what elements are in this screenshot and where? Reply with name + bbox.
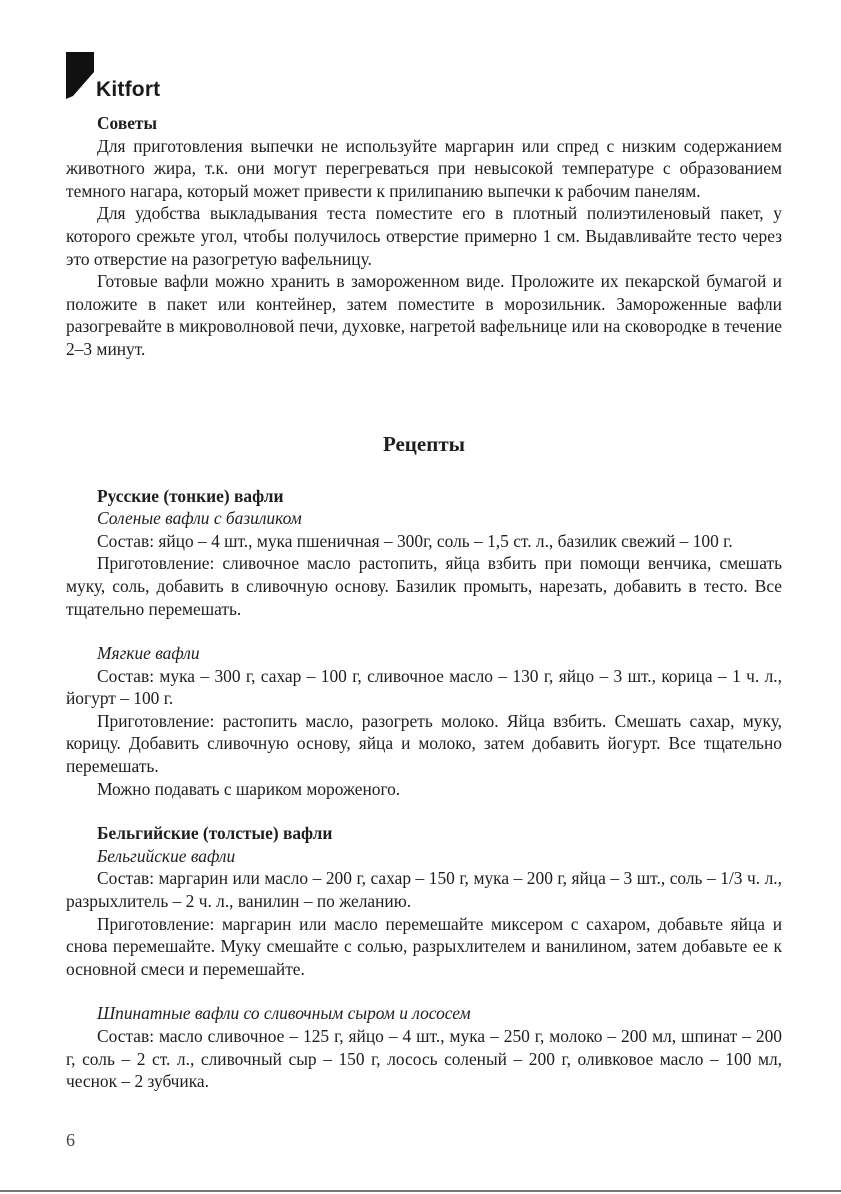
tips-heading: Советы (97, 113, 158, 133)
tips-paragraph-3: Готовые вафли можно хранить в замороженном виде. Проложите их пекарской бумагой и положите в пакет или контейнер, затем поместите в морозильник. Замороженные вафли разогревайте в микроволновой печи, духовке, нагретой вафельнице или на сковородке в течение 2–3 минут. (66, 271, 782, 359)
spinach-waffles-composition: Состав: масло сливочное – 125 г, яйцо – 4 шт., мука – 250 г, молоко – 200 мл, шпинат – 200 г, соль – 2 ст. л., сливочный сыр – 150 г, лосось соленый – 200 г, оливковое масло – 100 мл, чеснок – 2 зубчика. (66, 1026, 782, 1092)
recipes-title: Рецепты (382, 431, 466, 456)
brand-name: Kitfort (96, 78, 161, 101)
russian-waffles-heading: Русские (тонкие) вафли (97, 485, 284, 506)
bottom-rule (0, 1190, 841, 1192)
salted-waffles-preparation: Приготовление: сливочное масло растопить, яйца взбить при помощи венчика, смешать муку, соль, добавить в сливочную основу. Базилик промыть, нарезать, добавить в тесто. Все тщательно перемешать. (66, 553, 782, 619)
salted-waffles-name: Соленые вафли с базиликом (97, 508, 302, 529)
belgian-waffles-heading: Бельгийские (толстые) вафли (97, 823, 333, 844)
brand-logo (66, 52, 176, 102)
soft-waffles-name: Мягкие вафли (97, 643, 200, 664)
belgian-waffles-composition: Состав: маргарин или масло – 200 г, сахар – 150 г, мука – 200 г, яйца – 3 шт., соль – 1/3 ч. л., разрыхлитель – 2 ч. л., ванилин – по желанию. (66, 868, 782, 912)
page-number: 6 (66, 1130, 75, 1150)
soft-waffles-preparation: Приготовление: растопить масло, разогреть молоко. Яйца взбить. Смешать сахар, муку, корицу. Добавить сливочную основу, яйца и молоко, затем добавить йогурт. Все тщательно перемешать. (66, 710, 782, 777)
salted-waffles-composition: Состав: яйцо – 4 шт., мука пшеничная – 300г, соль – 1,5 ст. л., базилик свежий – 100 г. (97, 530, 733, 551)
soft-waffles-serving: Можно подавать с шариком мороженого. (97, 778, 401, 799)
soft-waffles-composition: Состав: мука – 300 г, сахар – 100 г, сливочное масло – 130 г, яйцо – 3 шт., корица – 1 ч. л., йогурт – 100 г. (66, 665, 782, 709)
tips-paragraph-2: Для удобства выкладывания теста поместите его в плотный полиэтиленовый пакет, у которого срежьте угол, чтобы получилось отверстие примерно 1 см. Выдавливайте тесто через это отверстие на разогретую вафельницу. (66, 203, 782, 269)
spinach-waffles-name: Шпинатные вафли со сливочным сыром и лососем (97, 1003, 471, 1024)
belgian-waffles-name: Бельгийские вафли (97, 845, 236, 866)
page-content (66, 112, 782, 1093)
tips-paragraph-1: Для приготовления выпечки не используйте маргарин или спред с низким содержанием животного жира, т.к. они могут перегреваться при невысокой температуре с образованием темного нагара, который может привести к прилипанию выпечки к рабочим панелям. (66, 135, 782, 201)
kitfort-logo-mark-icon (66, 52, 94, 99)
belgian-waffles-preparation: Приготовление: маргарин или масло перемешайте миксером с сахаром, добавьте яйца и снова перемешайте. Муку смешайте с солью, разрыхлителем и ванилином, затем добавьте ее к основной смеси и перемешайте. (66, 913, 782, 979)
